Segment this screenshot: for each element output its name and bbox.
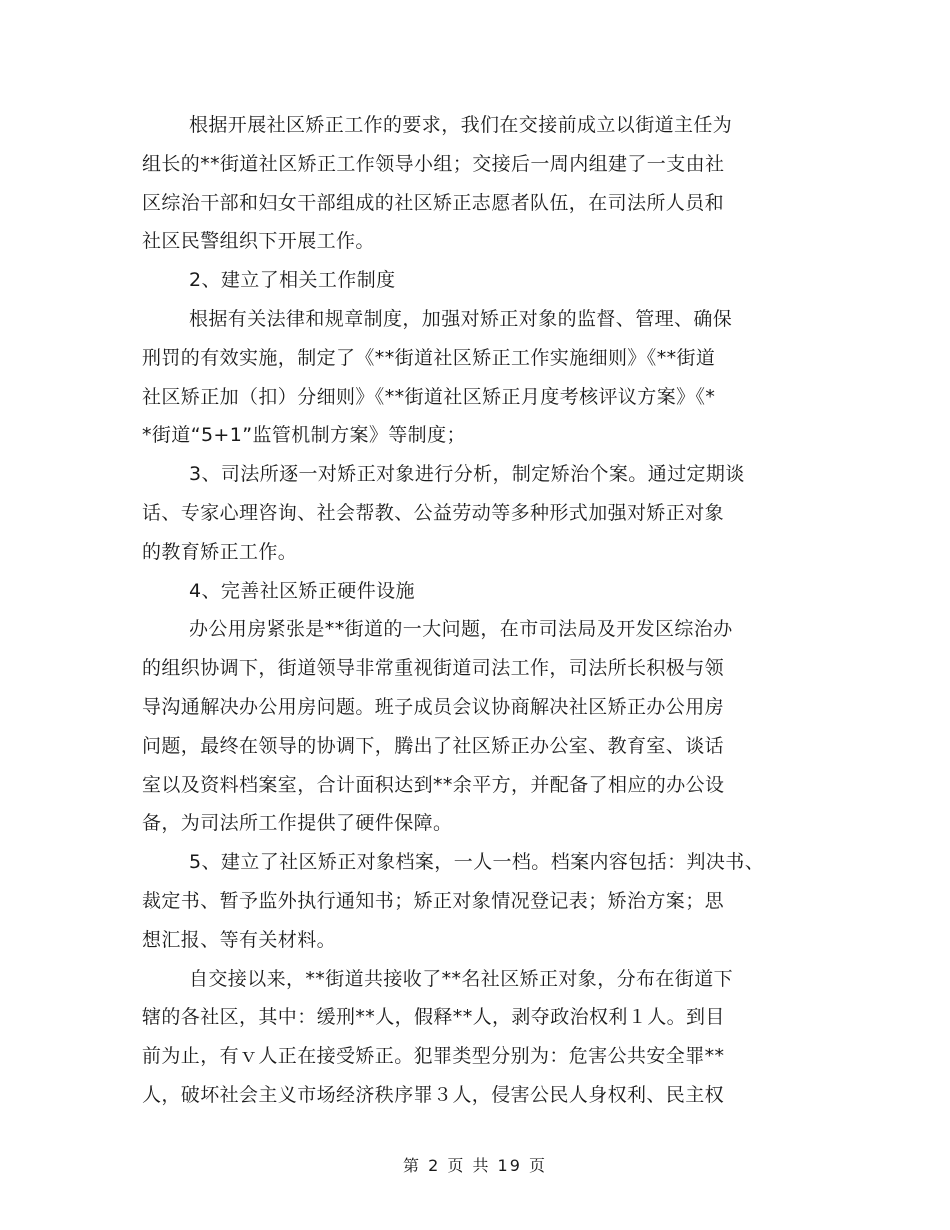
text-line: 根据有关法律和规章制度，加强对矫正对象的监督、管理、确保 (189, 307, 733, 330)
text-line: 自交接以来，**街道共接收了**名社区矫正对象，分布在街道下 (189, 967, 734, 990)
text-line: 办公用房紧张是**街道的一大问题，在市司法局及开发区综治办 (189, 618, 733, 641)
text-line: 备，为司法所工作提供了硬件保障。 (142, 812, 453, 835)
text-line: 3、司法所逐一对矫正对象进行分析，制定矫治个案。通过定期谈 (189, 463, 745, 486)
text-line: 社区矫正加（扣）分细则》《**街道社区矫正月度考核评议方案》《* (142, 385, 716, 408)
text-line: 室以及资料档案室，合计面积达到**余平方，并配备了相应的办公设 (142, 773, 725, 796)
text-line: 区综治干部和妇女干部组成的社区矫正志愿者队伍，在司法所人员和 (142, 191, 725, 214)
text-line: 问题，最终在领导的协调下，腾出了社区矫正办公室、教育室、谈话 (142, 734, 725, 757)
text-line: 前为止，有ｖ人正在接受矫正。犯罪类型分别为：危害公共安全罪** (142, 1045, 725, 1068)
text-line: 刑罚的有效实施，制定了《**街道社区矫正工作实施细则》《**街道 (142, 346, 716, 369)
text-line: 导沟通解决办公用房问题。班子成员会议协商解决社区矫正办公用房 (142, 695, 725, 718)
document-body (142, 106, 812, 1115)
text-line: 的组织协调下，街道领导非常重视街道司法工作，司法所长积极与领 (142, 657, 725, 680)
text-line: 的教育矫正工作。 (142, 540, 298, 563)
text-line: 辖的各社区，其中：缓刑**人，假释**人，剥夺政治权利１人。到目 (142, 1006, 725, 1029)
text-line: 人，破坏社会主义市场经济秩序罪３人，侵害公民人身权利、民主权 (142, 1083, 725, 1106)
text-line: 根据开展社区矫正工作的要求，我们在交接前成立以街道主任为 (189, 114, 733, 136)
text-line: 4、完善社区矫正硬件设施 (189, 579, 415, 602)
text-line: *街道“5+1”监管机制方案》等制度； (142, 424, 466, 447)
text-line: 想汇报、等有关材料。 (142, 928, 337, 951)
text-line: 话、专家心理咨询、社会帮教、公益劳动等多种形式加强对矫正对象 (142, 501, 725, 524)
text-line: 裁定书、暂予监外执行通知书；矫正对象情况登记表；矫治方案；思 (142, 889, 725, 912)
text-line: 组长的**街道社区矫正工作领导小组；交接后一周内组建了一支由社 (142, 152, 725, 175)
text-line: 2、建立了相关工作制度 (189, 269, 396, 292)
text-line: 社区民警组织下开展工作。 (142, 230, 375, 253)
text-line: 5、建立了社区矫正对象档案，一人一档。档案内容包括：判决书、 (189, 851, 765, 874)
page-footer: 第 2 页 共 19 页 (403, 1156, 547, 1175)
